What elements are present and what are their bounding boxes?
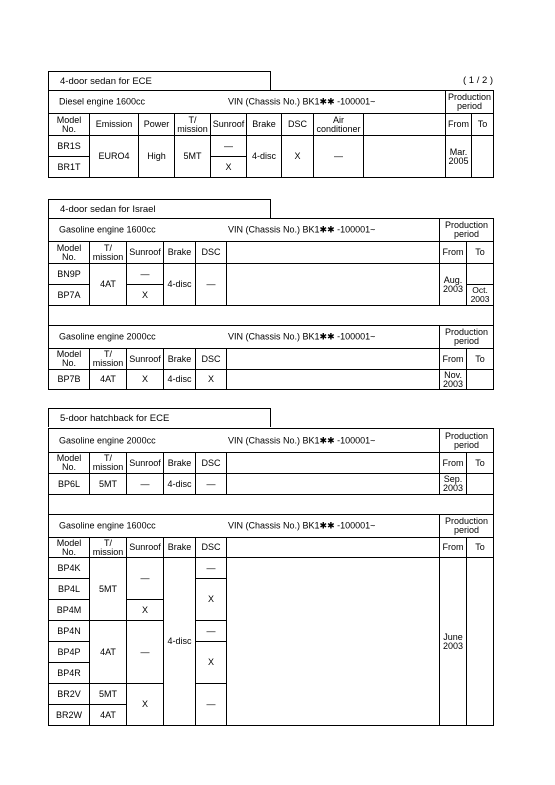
col-from: From <box>446 114 472 136</box>
engine-header: Diesel engine 1600cc VIN (Chassis No.) BK1✱✱ -100001~ <box>49 91 446 114</box>
production-period-header: Production period <box>440 326 494 349</box>
model-cell: BR1S <box>49 136 90 157</box>
from-cell: Aug. 2003 <box>440 264 467 306</box>
col-to: To <box>467 453 494 474</box>
brake-cell: 4-disc <box>164 264 196 306</box>
col-dsc: DSC <box>196 538 227 558</box>
model-cell: BP4K <box>49 558 90 579</box>
model-cell: BP7B <box>49 370 90 390</box>
from-cell: Mar. 2005 <box>446 136 472 178</box>
col-blank <box>227 242 440 264</box>
table-gap <box>49 306 494 326</box>
emission-cell: EURO4 <box>90 136 139 178</box>
model-cell: BP4R <box>49 663 90 684</box>
col-from: From <box>440 538 467 558</box>
transmission-cell: 4AT <box>90 621 127 684</box>
to-cell: Oct. 2003 <box>467 285 494 306</box>
dsc-cell: — <box>196 264 227 306</box>
col-air-conditioner: Air conditioner <box>314 114 364 136</box>
col-dsc: DSC <box>196 453 227 474</box>
production-period-header: Production period <box>446 91 494 114</box>
col-brake: Brake <box>164 242 196 264</box>
sedan-ece-table <box>48 90 494 178</box>
production-period-header: Production period <box>440 515 494 538</box>
col-model-no: Model No. <box>49 114 90 136</box>
col-brake: Brake <box>247 114 282 136</box>
dsc-cell: X <box>196 642 227 684</box>
brake-cell: 4-disc <box>164 474 196 495</box>
transmission-cell: 5MT <box>90 558 127 621</box>
model-cell: BP4P <box>49 642 90 663</box>
blank-cell <box>227 370 440 390</box>
sunroof-cell: X <box>127 684 164 726</box>
col-from: From <box>440 242 467 264</box>
sunroof-cell: — <box>127 558 164 600</box>
col-brake: Brake <box>164 349 196 370</box>
dsc-cell: — <box>196 474 227 495</box>
model-cell: BR1T <box>49 157 90 178</box>
col-transmission: T/ mission <box>90 453 127 474</box>
col-power: Power <box>139 114 175 136</box>
col-model-no: Model No. <box>49 538 90 558</box>
transmission-cell: 4AT <box>90 705 127 726</box>
col-transmission: T/ mission <box>90 538 127 558</box>
blank-cell <box>364 136 446 178</box>
brake-cell: 4-disc <box>164 558 196 726</box>
col-model-no: Model No. <box>49 242 90 264</box>
col-to: To <box>467 242 494 264</box>
dsc-cell: — <box>196 621 227 642</box>
model-cell: BR2V <box>49 684 90 705</box>
model-cell: BP4L <box>49 579 90 600</box>
air-conditioner-cell: — <box>314 136 364 178</box>
col-sunroof: Sunroof <box>211 114 247 136</box>
transmission-cell: 5MT <box>175 136 211 178</box>
engine-header: Gasoline engine 2000cc VIN (Chassis No.) BK1✱✱ -100001~ <box>49 326 440 349</box>
col-blank <box>227 453 440 474</box>
model-cell: BP4N <box>49 621 90 642</box>
hatchback-ece-table <box>48 428 494 726</box>
col-sunroof: Sunroof <box>127 538 164 558</box>
model-cell: BP7A <box>49 285 90 306</box>
model-cell: BP6L <box>49 474 90 495</box>
section-title-hatchback-ece: 5-door hatchback for ECE <box>48 408 271 427</box>
section-title-sedan-ece: 4-door sedan for ECE <box>48 71 271 90</box>
sunroof-cell: — <box>211 136 247 157</box>
dsc-cell: — <box>196 558 227 579</box>
sunroof-cell: X <box>127 370 164 390</box>
transmission-cell: 5MT <box>90 474 127 495</box>
col-brake: Brake <box>164 453 196 474</box>
col-transmission: T/ mission <box>90 349 127 370</box>
section-title-sedan-israel: 4-door sedan for Israel <box>48 199 271 218</box>
dsc-cell: X <box>282 136 314 178</box>
col-sunroof: Sunroof <box>127 453 164 474</box>
sunroof-cell: X <box>211 157 247 178</box>
production-period-header: Production period <box>440 219 494 242</box>
col-dsc: DSC <box>282 114 314 136</box>
col-model-no: Model No. <box>49 453 90 474</box>
col-to: To <box>467 349 494 370</box>
col-emission: Emission <box>90 114 139 136</box>
table-gap <box>49 495 494 515</box>
col-transmission: T/ mission <box>90 242 127 264</box>
col-model-no: Model No. <box>49 349 90 370</box>
engine-header: Gasoline engine 1600cc VIN (Chassis No.) BK1✱✱ -100001~ <box>49 219 440 242</box>
from-cell: Sep. 2003 <box>440 474 467 495</box>
sunroof-cell: X <box>127 285 164 306</box>
dsc-cell: X <box>196 579 227 621</box>
col-to: To <box>472 114 494 136</box>
sunroof-cell: — <box>127 264 164 285</box>
col-brake: Brake <box>164 538 196 558</box>
col-blank <box>227 349 440 370</box>
col-blank <box>364 114 446 136</box>
production-period-header: Production period <box>440 429 494 453</box>
to-cell <box>467 558 494 726</box>
model-cell: BP4M <box>49 600 90 621</box>
to-cell <box>467 264 494 285</box>
blank-cell <box>227 264 440 306</box>
page-number: ( 1 / 2 ) <box>463 75 494 86</box>
col-from: From <box>440 453 467 474</box>
col-sunroof: Sunroof <box>127 242 164 264</box>
dsc-cell: X <box>196 370 227 390</box>
col-transmission: T/ mission <box>175 114 211 136</box>
sunroof-cell: — <box>127 474 164 495</box>
blank-cell <box>227 558 440 726</box>
from-cell: June 2003 <box>440 558 467 726</box>
col-dsc: DSC <box>196 349 227 370</box>
blank-cell <box>227 474 440 495</box>
sedan-israel-table <box>48 218 494 390</box>
to-cell <box>467 474 494 495</box>
col-blank <box>227 538 440 558</box>
brake-cell: 4-disc <box>164 370 196 390</box>
col-from: From <box>440 349 467 370</box>
engine-header: Gasoline engine 1600cc VIN (Chassis No.) BK1✱✱ -100001~ <box>49 515 440 538</box>
col-dsc: DSC <box>196 242 227 264</box>
col-to: To <box>467 538 494 558</box>
model-cell: BR2W <box>49 705 90 726</box>
model-cell: BN9P <box>49 264 90 285</box>
transmission-cell: 5MT <box>90 684 127 705</box>
dsc-cell: — <box>196 684 227 726</box>
col-sunroof: Sunroof <box>127 349 164 370</box>
transmission-cell: 4AT <box>90 370 127 390</box>
to-cell <box>467 370 494 390</box>
from-cell: Nov. 2003 <box>440 370 467 390</box>
power-cell: High <box>139 136 175 178</box>
sunroof-cell: — <box>127 621 164 684</box>
engine-header: Gasoline engine 2000cc VIN (Chassis No.) BK1✱✱ -100001~ <box>49 429 440 453</box>
transmission-cell: 4AT <box>90 264 127 306</box>
sunroof-cell: X <box>127 600 164 621</box>
to-cell <box>472 136 494 178</box>
brake-cell: 4-disc <box>247 136 282 178</box>
